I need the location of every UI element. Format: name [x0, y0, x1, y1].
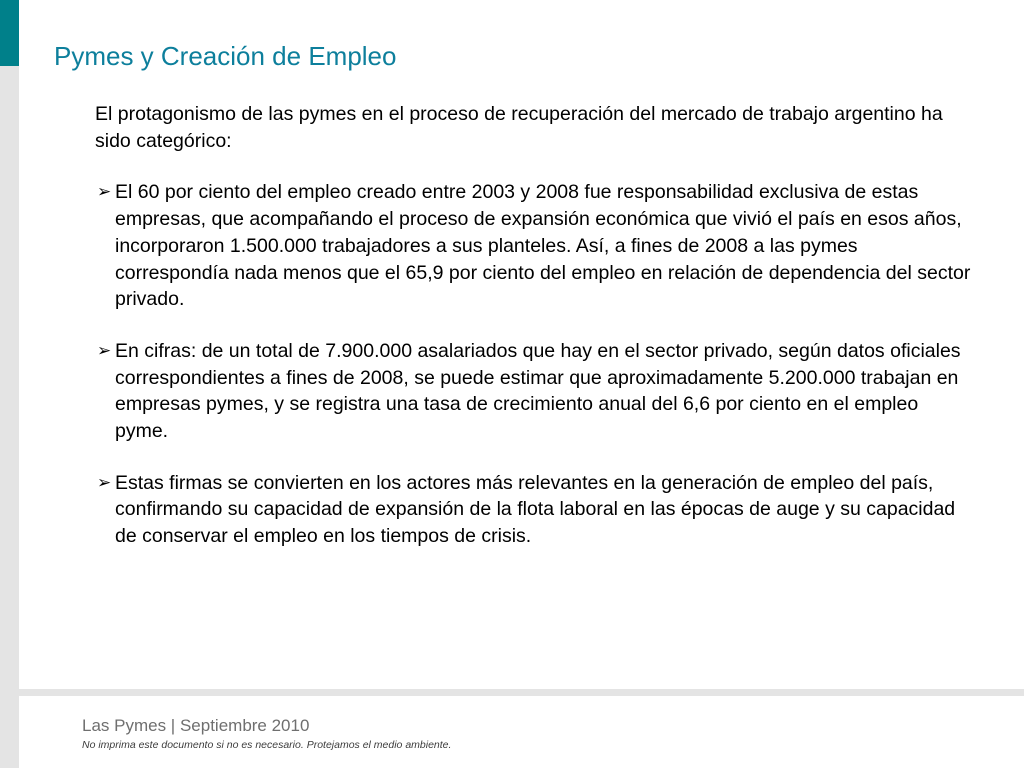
- accent-block: [0, 0, 19, 66]
- bullet-item: [95, 338, 975, 445]
- footer-title: Las Pymes | Septiembre 2010: [82, 716, 310, 735]
- left-side-bar: [0, 0, 19, 768]
- bullet-text: El 60 por ciento del empleo creado entre 2003 y 2008 fue responsabilidad exclusiva de estas empresas, que acompañando el proceso de expansión económica que vivió el país en esos años, incorporaron 1.500.000 trabajadores a sus planteles. Así, a fines de 2008 a las pymes correspondía nada menos que el 65,9 por ciento del empleo en relación de dependencia del sector privado.: [115, 181, 971, 311]
- arrow-bullet-icon: ➢: [97, 472, 112, 492]
- arrow-bullet-icon: ➢: [97, 340, 112, 360]
- bullet-item: [95, 179, 975, 313]
- footer-divider: [19, 689, 1024, 696]
- slide-title: Pymes y Creación de Empleo: [54, 41, 397, 71]
- bullet-text: En cifras: de un total de 7.900.000 asalariados que hay en el sector privado, según datos oficiales correspondientes a fines de 2008, se puede estimar que aproximadamente 5.200.000 trabajan en empresas pymes, y se registra una tasa de crecimiento anual del 6,6 por ciento en el empleo pyme.: [115, 339, 961, 443]
- footer-note: No imprima este documento si no es necesario. Protejamos el medio ambiente.: [82, 739, 452, 751]
- intro-paragraph: El protagonismo de las pymes en el proceso de recuperación del mercado de trabajo argentino ha sido categórico:: [95, 103, 943, 152]
- slide-body: [95, 101, 975, 575]
- bullet-item: [95, 470, 975, 550]
- bullet-text: Estas firmas se convierten en los actores más relevantes en la generación de empleo del país, confirmando su capacidad de expansión de la flota laboral en las épocas de auge y su capacidad de conservar el empleo en los tiempos de crisis.: [115, 471, 956, 548]
- arrow-bullet-icon: ➢: [97, 182, 112, 202]
